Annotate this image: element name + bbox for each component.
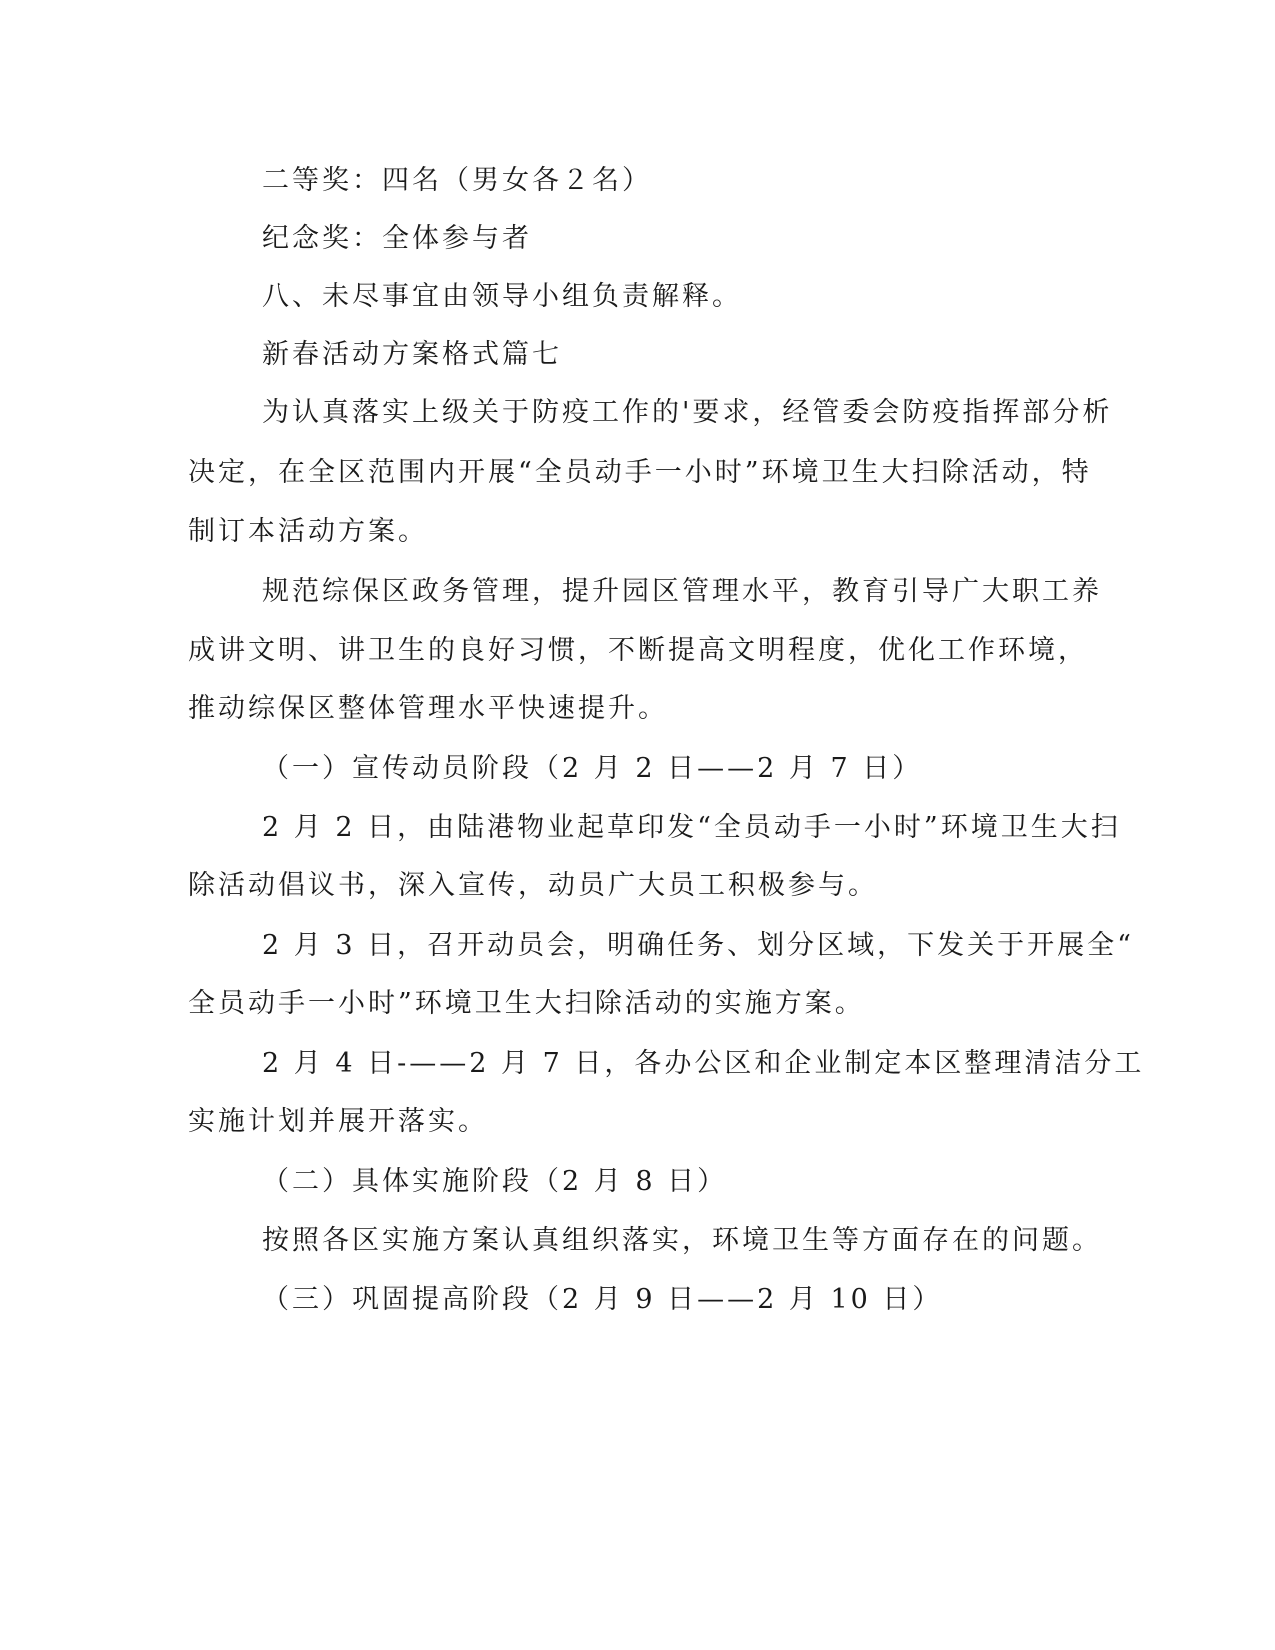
paragraph-line: 2 月 4 日-——2 月 7 日，各办公区和企业制定本区整理清洁分工 <box>262 1048 1145 1079</box>
stage-heading-two: （二）具体实施阶段（2 月 8 日） <box>262 1166 728 1197</box>
stage-heading-three: （三）巩固提高阶段（2 月 9 日——2 月 10 日） <box>262 1284 943 1315</box>
paragraph-line: 推动综保区整体管理水平快速提升。 <box>188 693 668 724</box>
paragraph-line: 实施计划并展开落实。 <box>188 1106 488 1137</box>
paragraph-line: 全员动手一小时”环境卫生大扫除活动的实施方案。 <box>188 988 865 1019</box>
award-souvenir-prize: 纪念奖：全体参与者 <box>262 223 532 254</box>
paragraph-line: 按照各区实施方案认真组织落实，环境卫生等方面存在的问题。 <box>262 1225 1102 1256</box>
award-second-prize: 二等奖：四名（男女各２名） <box>262 165 652 196</box>
stage-heading-one: （一）宣传动员阶段（2 月 2 日——2 月 7 日） <box>262 753 923 784</box>
section-heading: 新春活动方案格式篇七 <box>262 339 562 370</box>
paragraph-line: 为认真落实上级关于防疫工作的'要求，经管委会防疫指挥部分析 <box>262 397 1113 428</box>
paragraph-line: 制订本活动方案。 <box>188 516 428 547</box>
paragraph-line: 除活动倡议书，深入宣传，动员广大员工积极参与。 <box>188 870 878 901</box>
paragraph-line: 2 月 3 日，召开动员会，明确任务、划分区域，下发关于开展全“ <box>262 930 1134 961</box>
paragraph-line: 2 月 2 日，由陆港物业起草印发“全员动手一小时”环境卫生大扫 <box>262 812 1121 843</box>
clause-eight: 八、未尽事宜由领导小组负责解释。 <box>262 281 742 312</box>
paragraph-line: 决定，在全区范围内开展“全员动手一小时”环境卫生大扫除活动，特 <box>188 457 1092 488</box>
paragraph-line: 成讲文明、讲卫生的良好习惯，不断提高文明程度，优化工作环境， <box>188 635 1088 666</box>
paragraph-line: 规范综保区政务管理，提升园区管理水平，教育引导广大职工养 <box>262 576 1102 607</box>
